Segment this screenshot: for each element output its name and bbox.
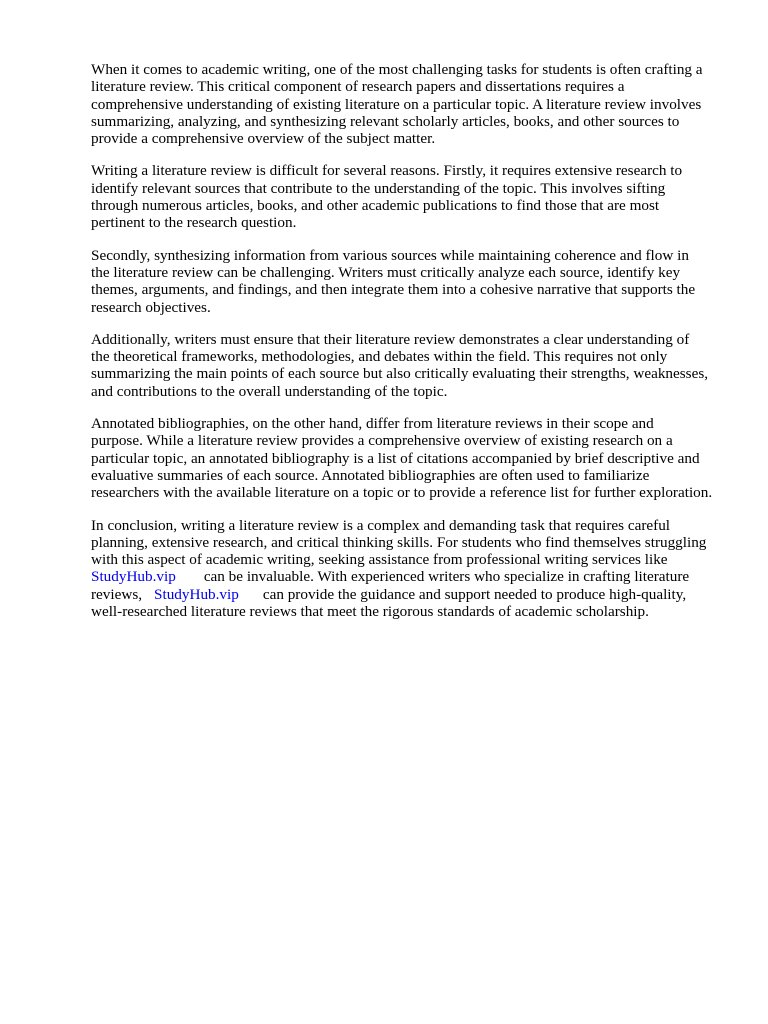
text-fragment: can provide the guidance and support needed to produce high-quality,	[262, 585, 687, 603]
paragraph-5	[91, 415, 741, 501]
text-line: well-researched literature reviews that meet the rigorous standards of academic scholarship.	[91, 603, 649, 621]
text-line: researchers with the available literature on a topic or to provide a reference list for further exploration.	[91, 484, 713, 502]
text-line: with this aspect of academic writing, seeking assistance from professional writing services like	[91, 551, 668, 569]
text-line-with-link	[91, 568, 741, 585]
paragraph-4	[91, 331, 741, 400]
text-line: provide a comprehensive overview of the subject matter.	[91, 130, 436, 148]
studyhub-link[interactable]: StudyHub.vip	[91, 568, 176, 586]
text-line: themes, arguments, and findings, and then integrate them into a cohesive narrative that supports the	[91, 281, 696, 299]
paragraph-2	[91, 162, 741, 231]
text-line: comprehensive understanding of existing literature on a particular topic. A literature review involves	[91, 95, 702, 113]
text-line: purpose. While a literature review provides a comprehensive overview of existing research on a	[91, 432, 673, 450]
text-fragment: can be invaluable. With experienced writers who specialize in crafting literature	[203, 568, 690, 586]
document-page	[91, 61, 741, 635]
text-line: the literature review can be challenging. Writers must critically analyze each source, identify key	[91, 263, 681, 281]
text-line: through numerous articles, books, and other academic publications to find those that are most	[91, 197, 660, 215]
text-line: planning, extensive research, and critical thinking skills. For students who find themselves struggling	[91, 533, 707, 551]
text-line: literature review. This critical component of research papers and dissertations requires a	[91, 78, 625, 96]
text-line: summarizing, analyzing, and synthesizing relevant scholarly articles, books, and other sources to	[91, 112, 680, 130]
paragraph-1	[91, 61, 741, 147]
text-line: and contributions to the overall understanding of the topic.	[91, 382, 448, 400]
text-line: Annotated bibliographies, on the other hand, differ from literature reviews in their scope and	[91, 415, 654, 433]
text-line: Additionally, writers must ensure that their literature review demonstrates a clear understanding of	[91, 330, 690, 348]
text-line: In conclusion, writing a literature review is a complex and demanding task that requires careful	[91, 516, 671, 534]
text-line: Secondly, synthesizing information from various sources while maintaining coherence and flow in	[91, 246, 689, 264]
studyhub-link[interactable]: StudyHub.vip	[154, 585, 239, 603]
text-line: particular topic, an annotated bibliography is a list of citations accompanied by brief descriptive and	[91, 449, 700, 467]
text-line: Writing a literature review is difficult for several reasons. Firstly, it requires extensive research to	[91, 162, 683, 180]
text-fragment: reviews,	[91, 585, 143, 603]
text-line: summarizing the main points of each source but also critically evaluating their strengths, weaknesses,	[91, 365, 709, 383]
text-line: identify relevant sources that contribute to the understanding of the topic. This involves sifting	[91, 179, 666, 197]
text-line: pertinent to the research question.	[91, 214, 297, 232]
text-line: evaluative summaries of each source. Annotated bibliographies are often used to familiarize	[91, 466, 650, 484]
paragraph-3	[91, 247, 741, 316]
text-line: the theoretical frameworks, methodologies, and debates within the field. This requires not only	[91, 348, 668, 366]
text-line: research objectives.	[91, 298, 211, 316]
text-line-with-link	[91, 586, 741, 603]
paragraph-6	[91, 517, 741, 621]
text-line: When it comes to academic writing, one of the most challenging tasks for students is often crafting a	[91, 61, 703, 78]
